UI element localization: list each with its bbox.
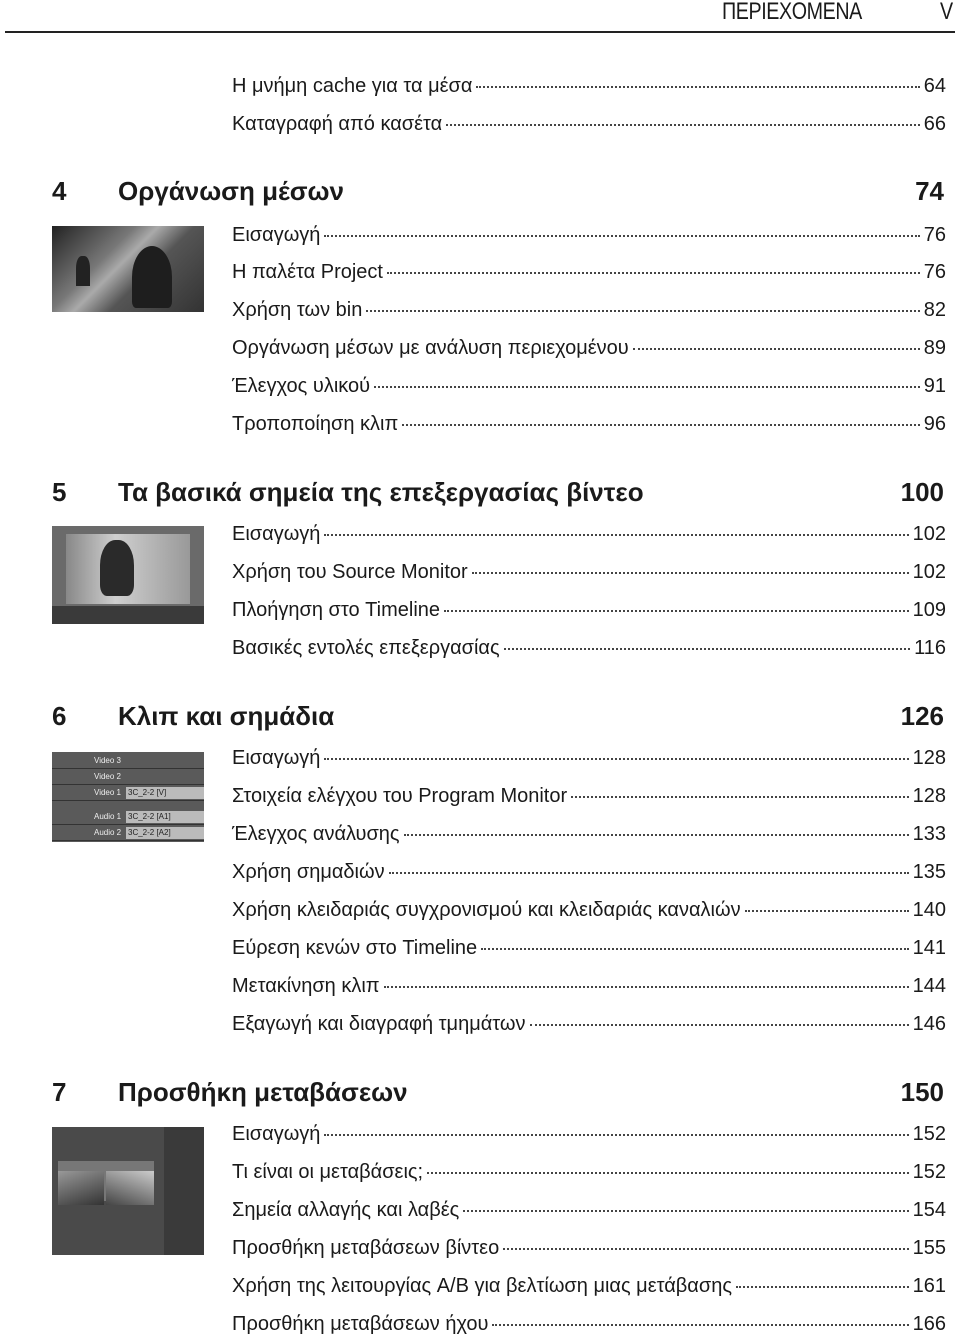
track-label: Video 2 (94, 772, 121, 781)
header-rule (5, 31, 955, 33)
leader-dots (444, 610, 909, 612)
toc-entry-title: Εξαγωγή και διαγραφή τμημάτων (232, 1013, 526, 1035)
leader-dots (324, 235, 919, 237)
leader-dots (427, 1172, 909, 1174)
toc-entry-title: Εύρεση κενών στο Timeline (232, 937, 478, 959)
leader-dots (503, 1248, 908, 1250)
toc-entry-title: Βασικές εντολές επεξεργασίας (232, 637, 500, 659)
chapter-heading[interactable] (52, 477, 944, 513)
toc-entry[interactable] (232, 823, 946, 853)
track-label: Video 3 (94, 756, 121, 765)
chapter-6-thumbnail (52, 752, 204, 842)
toc-entry-page: 152 (912, 1161, 946, 1183)
toc-entry-page: 76 (923, 224, 946, 246)
timeline-track (52, 770, 204, 785)
toc-entry-title: Εισαγωγή (232, 523, 321, 545)
toc-entry-title: Προσθήκη μεταβάσεων βίντεο (232, 1237, 500, 1259)
timeline-clip: 3C_2-2 [V] (126, 787, 204, 799)
toc-entry[interactable] (232, 337, 946, 367)
leader-dots (745, 910, 909, 912)
toc-entry-page: 146 (912, 1013, 946, 1035)
leader-dots (384, 986, 909, 988)
page-header (0, 0, 960, 32)
chapter-page: 150 (900, 1077, 944, 1107)
toc-entry-title: Τροποποίηση κλιπ (232, 413, 399, 435)
toc-entry-title: Πλοήγηση στο Timeline (232, 599, 441, 621)
chapter-4-thumbnail (52, 226, 204, 312)
leader-dots (504, 648, 910, 650)
chapter-5-thumbnail (52, 526, 204, 624)
toc-entry[interactable] (232, 375, 946, 405)
chapter-heading[interactable] (52, 701, 944, 737)
leader-dots (571, 796, 908, 798)
toc-entry-title: Μετακίνηση κλιπ (232, 975, 380, 997)
toc-entry-page: 133 (912, 823, 946, 845)
track-label: Audio 2 (94, 828, 122, 837)
toc-entry-title: Η παλέτα Project (232, 261, 383, 283)
toc-entry-title: Εισαγωγή (232, 224, 321, 246)
leader-dots (633, 348, 920, 350)
leader-dots (481, 948, 908, 950)
figure-silhouette (132, 246, 172, 308)
timeline-track (52, 810, 204, 825)
toc-entry-page: 91 (923, 375, 946, 397)
chapter-heading[interactable] (52, 1077, 944, 1113)
leader-dots (404, 834, 909, 836)
chapter-number: 6 (52, 701, 67, 731)
toc-entry-title: Καταγραφή από κασέτα (232, 113, 443, 135)
leader-dots (324, 534, 908, 536)
toc-entry-title: Χρήση των bin (232, 299, 363, 321)
transition-frame-a (58, 1171, 104, 1205)
leader-dots (472, 572, 909, 574)
toc-entry[interactable] (232, 1313, 946, 1343)
timeline-track (52, 754, 204, 769)
leader-dots (492, 1324, 908, 1326)
toc-entry[interactable] (232, 523, 946, 553)
side-panel (164, 1127, 204, 1255)
toc-entry-page: 66 (923, 113, 946, 135)
toc-entry[interactable] (232, 861, 946, 891)
toc-entry-title: Έλεγχος ανάλυσης (232, 823, 400, 845)
track-label: Video 1 (94, 788, 121, 797)
toc-entry[interactable] (232, 113, 946, 143)
leader-dots (402, 424, 919, 426)
transition-frame-b (106, 1171, 154, 1205)
timeline-clip: 3C_2-2 [A2] (126, 827, 204, 839)
leader-dots (324, 1134, 908, 1136)
toc-entry-title: Χρήση κλειδαριάς συγχρονισμού και κλειδαριάς καναλιών (232, 899, 741, 921)
toc-entry[interactable] (232, 975, 946, 1005)
toc-entry-title: Τι είναι οι μεταβάσεις; (232, 1161, 424, 1183)
running-header-title: ΠΕΡΙΕΧΟΜΕΝΑ (722, 0, 862, 25)
toc-entry-page: 154 (912, 1199, 946, 1221)
toc-entry-page: 166 (912, 1313, 946, 1335)
chapter-number: 7 (52, 1077, 67, 1107)
toc-entry[interactable] (232, 1123, 946, 1153)
toc-entry-title: Εισαγωγή (232, 1123, 321, 1145)
toc-entry-title: Οργάνωση μέσων με ανάλυση περιεχομένου (232, 337, 629, 359)
toc-entry-page: 102 (912, 561, 946, 583)
leader-dots (463, 1210, 908, 1212)
toc-entry[interactable] (232, 1237, 946, 1267)
toc-entry-page: 135 (912, 861, 946, 883)
toc-entry-title: Έλεγχος υλικού (232, 375, 371, 397)
toc-entry-title: Χρήση του Source Monitor (232, 561, 468, 583)
leader-dots (736, 1286, 909, 1288)
toc-entry[interactable] (232, 1013, 946, 1043)
toc-entry[interactable] (232, 599, 946, 629)
toc-entry[interactable] (232, 299, 946, 329)
toc-entry[interactable] (232, 261, 946, 291)
chapter-page: 100 (900, 477, 944, 507)
timeline-track (52, 826, 204, 841)
toc-entry-page: 155 (912, 1237, 946, 1259)
toc-entry-title: Προσθήκη μεταβάσεων ήχου (232, 1313, 489, 1335)
toc-entry[interactable] (232, 747, 946, 777)
leader-dots (366, 310, 919, 312)
chapter-7-thumbnail (52, 1127, 204, 1255)
leader-dots (530, 1024, 909, 1026)
chapter-title: Τα βασικά σημεία της επεξεργασίας βίντεο (118, 477, 644, 507)
toc-entry-page: 116 (914, 637, 946, 659)
toc-entry-page: 128 (912, 747, 946, 769)
toc-entry-page: 82 (923, 299, 946, 321)
chapter-number: 4 (52, 176, 67, 206)
toc-entry-page: 76 (923, 261, 946, 283)
toc-entry-page: 109 (912, 599, 946, 621)
chapter-title: Κλιπ και σημάδια (118, 701, 335, 731)
toc-entry-page: 152 (912, 1123, 946, 1145)
toc-entry-page: 161 (912, 1275, 946, 1297)
leader-dots (387, 272, 920, 274)
toc-entry[interactable] (232, 1199, 946, 1229)
toc-entry-page: 96 (923, 413, 946, 435)
toc-entry-page: 144 (912, 975, 946, 997)
toc-entry-page: 128 (912, 785, 946, 807)
figure-silhouette (76, 256, 90, 286)
toc-entry-title: Σημεία αλλαγής και λαβές (232, 1199, 460, 1221)
toc-entry[interactable] (232, 413, 946, 443)
toc-entry-title: Χρήση σημαδιών (232, 861, 385, 883)
toc-entry-page: 102 (912, 523, 946, 545)
running-header-page-number: V (940, 0, 954, 25)
track-label: Audio 1 (94, 812, 122, 821)
chapter-heading[interactable] (52, 176, 944, 212)
chapter-title: Οργάνωση μέσων (118, 176, 344, 206)
chapter-number: 5 (52, 477, 67, 507)
toc-entry-title: Στοιχεία ελέγχου του Program Monitor (232, 785, 568, 807)
toc-entry[interactable] (232, 899, 946, 929)
monitor-controls-bar (52, 606, 204, 624)
toc-entry-title: Η μνήμη cache για τα μέσα (232, 75, 473, 97)
chapter-title: Προσθήκη μεταβάσεων (118, 1077, 408, 1107)
chapter-page: 126 (900, 701, 944, 731)
leader-dots (324, 758, 908, 760)
leader-dots (389, 872, 909, 874)
toc-entry-page: 89 (923, 337, 946, 359)
toc-entry[interactable] (232, 637, 946, 667)
toc-entry-page: 64 (923, 75, 946, 97)
timeline-clip: 3C_2-2 [A1] (126, 811, 204, 823)
figure-silhouette (100, 540, 134, 596)
toc-entry[interactable] (232, 561, 946, 591)
toc-entry-page: 141 (912, 937, 946, 959)
timeline-track (52, 786, 204, 801)
toc-entry[interactable] (232, 1161, 946, 1191)
toc-entry[interactable] (232, 1275, 946, 1305)
toc-entry-title: Χρήση της λειτουργίας A/B για βελτίωση μιας μετάβασης (232, 1275, 732, 1297)
leader-dots (476, 86, 919, 88)
toc-entry[interactable] (232, 785, 946, 815)
leader-dots (446, 124, 920, 126)
chapter-page: 74 (915, 176, 944, 206)
toc-entry-page: 140 (912, 899, 946, 921)
toc-entry[interactable] (232, 937, 946, 967)
toc-entry[interactable] (232, 224, 946, 254)
leader-dots (374, 386, 920, 388)
toc-entry[interactable] (232, 75, 946, 105)
toc-entry-title: Εισαγωγή (232, 747, 321, 769)
